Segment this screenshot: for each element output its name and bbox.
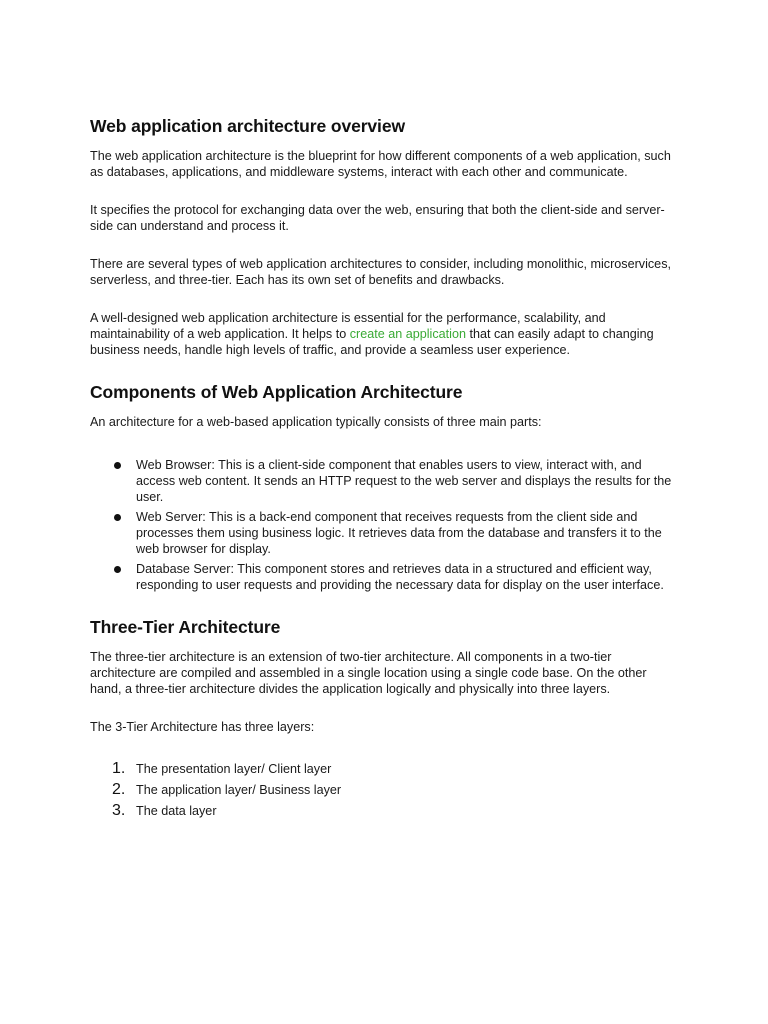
list-number: 1. xyxy=(112,760,126,777)
list-item xyxy=(90,561,680,593)
document-page xyxy=(90,114,680,824)
list-item-text: The presentation layer/ Client layer xyxy=(136,762,332,776)
list-number: 3. xyxy=(112,802,126,819)
list-item xyxy=(90,761,680,777)
heading-overview: Web application architecture overview xyxy=(90,116,405,136)
bullet-icon xyxy=(114,566,121,573)
paragraph-overview-4-start: A well-designed web application architecture is essential for the performance, scalability, and maintainability of a web application. It helps to xyxy=(90,311,606,341)
list-number: 2. xyxy=(112,781,126,798)
paragraph-overview-2: It specifies the protocol for exchanging data over the web, ensuring that both the client-side and server-side can understand and process it. xyxy=(90,203,665,233)
create-application-link[interactable]: create an application xyxy=(349,327,466,341)
list-item-text: Database Server: This component stores and retrieves data in a structured and efficient way, responding to user requests and providing the necessary data for display on the user interface. xyxy=(136,562,664,592)
list-item xyxy=(90,803,680,819)
list-item-text: The application layer/ Business layer xyxy=(136,783,342,797)
bullet-icon xyxy=(114,462,121,469)
paragraph-three-tier-1: The three-tier architecture is an extension of two-tier architecture. All components in a two-tier architecture are compiled and assembled in a single location using a single code base. On the other hand, a three-tier architecture divides the application logically and physically into three layers. xyxy=(90,650,647,696)
list-item xyxy=(90,509,680,557)
components-list xyxy=(90,457,680,593)
list-item xyxy=(90,457,680,505)
paragraph-overview-1: The web application architecture is the blueprint for how different components of a web application, such as databases, applications, and middleware systems, interact with each other and communicate. xyxy=(90,149,671,179)
paragraph-overview-4-end: that can easily adapt to changing business needs, handle high levels of traffic, and provide a seamless user experience. xyxy=(90,327,654,357)
list-item-text: Web Browser: This is a client-side component that enables users to view, interact with, and access web content. It sends an HTTP request to the web server and displays the results for the user. xyxy=(136,458,672,504)
heading-three-tier: Three-Tier Architecture xyxy=(90,617,281,637)
bullet-icon xyxy=(114,514,121,521)
list-item xyxy=(90,782,680,798)
heading-components: Components of Web Application Architecture xyxy=(90,382,463,402)
paragraph-components-intro: An architecture for a web-based application typically consists of three main parts: xyxy=(90,415,542,429)
list-item-text: Web Server: This is a back-end component that receives requests from the client side and processes them using business logic. It retrieves data from the database and transfers it to the web browser for display. xyxy=(136,510,662,556)
paragraph-three-tier-2: The 3-Tier Architecture has three layers: xyxy=(90,720,315,734)
list-item-text: The data layer xyxy=(136,804,217,818)
paragraph-overview-3: There are several types of web application architectures to consider, including monolithic, microservices, serverless, and three-tier. Each has its own set of benefits and drawbacks. xyxy=(90,257,671,287)
paragraph-overview-4 xyxy=(90,310,680,358)
layers-list xyxy=(90,761,680,819)
